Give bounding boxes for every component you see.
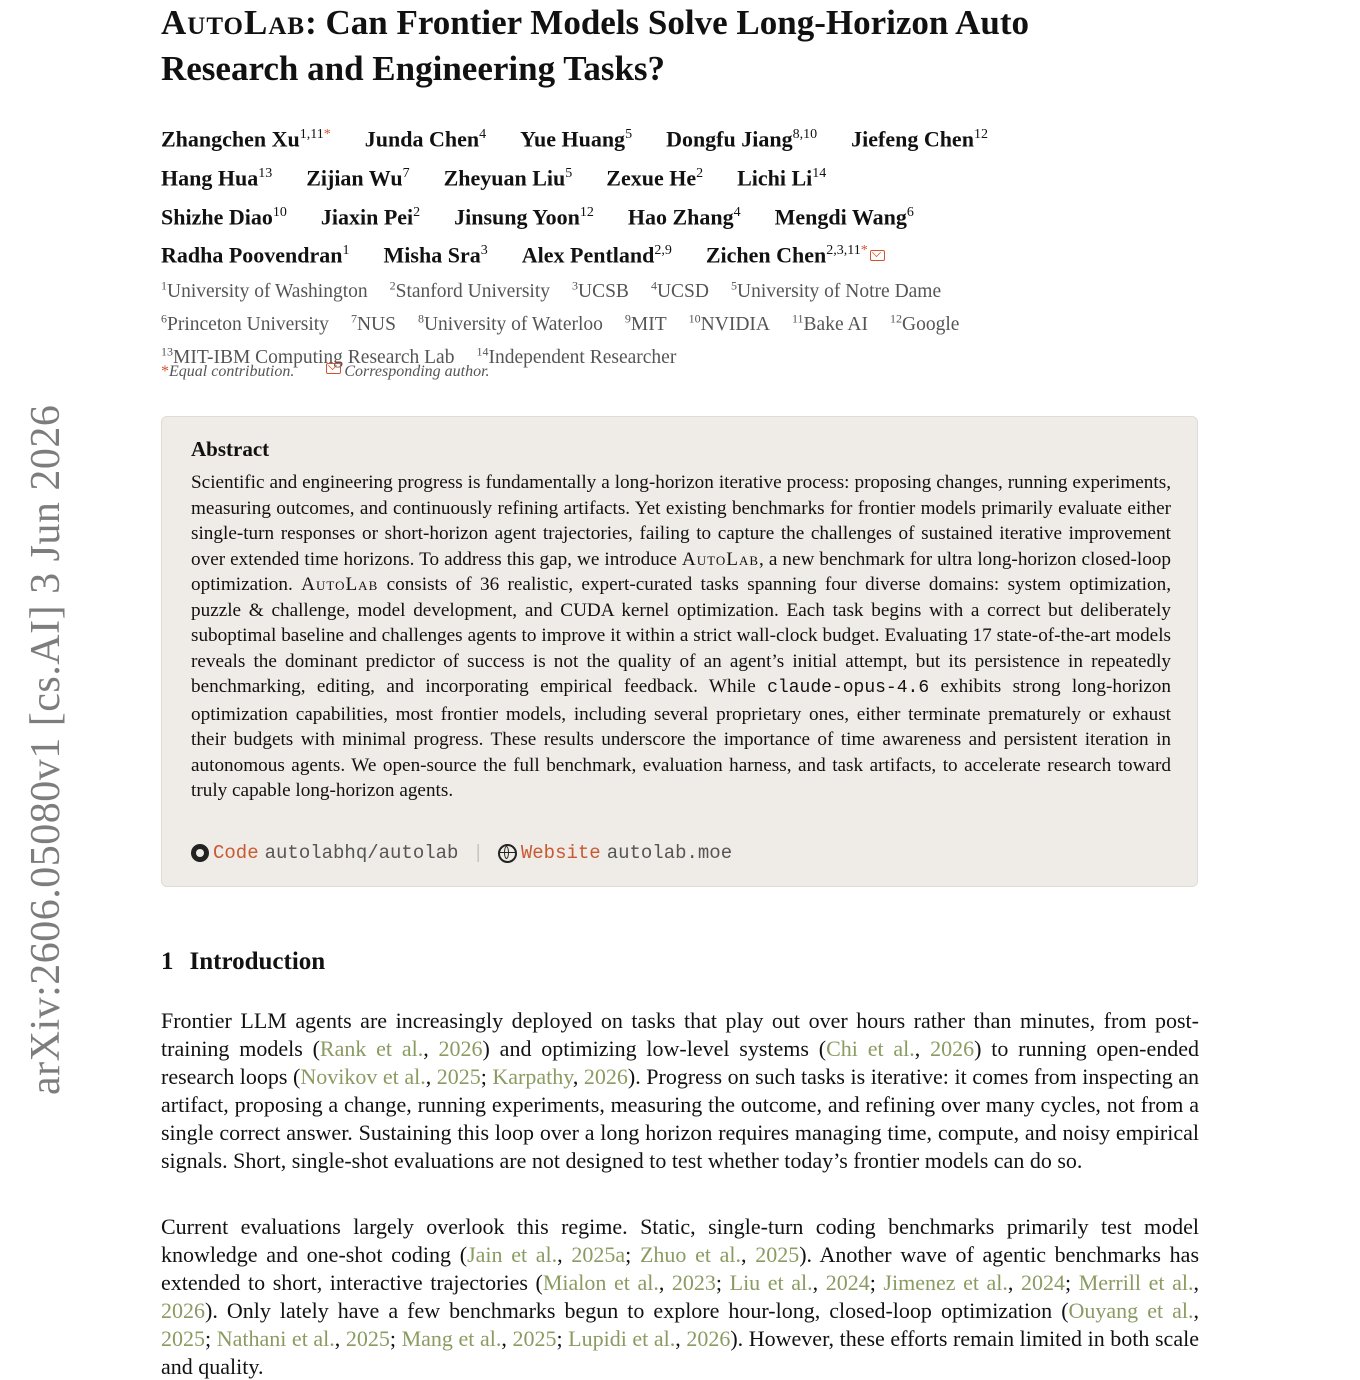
author-name: Yue Huang$^5$	[520, 126, 633, 152]
author-name: Junda Chen$^4$	[364, 126, 487, 152]
author-affiliation-index: 7	[402, 165, 410, 181]
citation-link[interactable]: 2025a	[571, 1241, 626, 1267]
author-name: Zijian Wu$^7$	[306, 165, 410, 191]
citation-link[interactable]: 2026	[438, 1035, 483, 1061]
citation-link[interactable]: 2025	[755, 1241, 800, 1267]
section-heading	[161, 948, 325, 976]
affiliation: $^{14}$Independent Researcher	[476, 344, 677, 368]
author-notes	[161, 363, 490, 381]
equal-contribution-note: Equal contribution.	[169, 363, 295, 380]
author-name: Dongfu Jiang$^{8,10}$	[666, 126, 818, 152]
section-title: Introduction	[189, 948, 326, 975]
citation-link[interactable]: Jain et al.	[467, 1241, 558, 1267]
paper-title	[161, 0, 1211, 92]
citation-link[interactable]: Karpathy	[492, 1063, 573, 1089]
citation-link[interactable]: Ouyang et al.	[1068, 1297, 1194, 1323]
code-repo-link[interactable]: autolabhq/autolab	[264, 842, 459, 864]
citation-link[interactable]: 2024	[825, 1269, 870, 1295]
author-affiliation-index: 14	[812, 165, 827, 181]
website-url-link[interactable]: autolab.moe	[606, 842, 733, 864]
intro-paragraph-1: Frontier LLM agents are increasingly deployed on tasks that play out over hours rather than minutes, from post-training models (Rank et al., 2026) and optimizing low-level systems (Chi et al., 2026) to running open-ended research loops (Novikov et al., 2025; Karpathy, 2026). Progress on such tasks is iterative: it comes from inspecting an artifact, proposing a change, running experiments, measuring the outcome, and refining over many cycles, not from a single correct answer. Sustaining this loop over a long horizon requires managing time, compute, and noisy empirical signals. Short, single-shot evaluations are not designed to test whether today’s frontier models can do so.	[161, 1008, 1200, 1173]
affiliation-list	[161, 272, 1201, 371]
citation-link[interactable]: 2023	[671, 1269, 716, 1295]
author-name: Lichi Li$^{14}$	[737, 165, 827, 191]
author-affiliation-index: 2,9	[654, 243, 672, 259]
citation-link[interactable]: Nathani et al.	[216, 1325, 335, 1351]
affiliation: $^7$NUS	[350, 311, 396, 335]
benchmark-name: AutoLab	[681, 548, 760, 570]
citation-link[interactable]: 2025	[161, 1325, 205, 1351]
globe-icon	[498, 844, 517, 863]
link-separator: |	[472, 842, 484, 864]
affiliation: $^6$Princeton University	[161, 311, 329, 335]
author-name: Jiaxin Pei$^2$	[320, 203, 421, 229]
author-row	[161, 234, 1201, 273]
author-affiliation-index: 2	[696, 165, 704, 181]
citation-link[interactable]: Mang et al.	[401, 1325, 502, 1351]
affiliation: $^5$University of Notre Dame	[730, 278, 942, 302]
citation-link[interactable]: 2024	[1021, 1269, 1066, 1295]
author-row	[161, 118, 1201, 157]
mail-icon	[326, 363, 341, 374]
citation-link[interactable]: Merrill et al.	[1078, 1269, 1194, 1295]
author-affiliation-index: 5	[565, 165, 573, 181]
author-name: Shizhe Diao$^{10}$	[161, 203, 287, 229]
author-name: Zheyuan Liu$^5$	[443, 165, 573, 191]
citation-link[interactable]: Liu et al.	[729, 1269, 813, 1295]
author-name: Hang Hua$^{13}$	[161, 165, 273, 191]
citation-link[interactable]: 2025	[512, 1325, 557, 1351]
author-affiliation-index: 10	[272, 204, 287, 220]
affiliation: $^3$UCSB	[572, 278, 629, 302]
author-affiliation-index: 6	[906, 204, 914, 220]
author-name: Radha Poovendran$^1$	[161, 242, 350, 268]
author-name: Hao Zhang$^4$	[627, 203, 741, 229]
author-name: Zhangchen $Xu^{1,11*}$	[161, 126, 331, 152]
author-affiliation-index: 2,3,11*	[826, 243, 868, 259]
citation-link[interactable]: 2025	[436, 1063, 481, 1089]
abstract-box	[161, 416, 1198, 887]
author-list	[161, 118, 1201, 273]
author-row	[161, 157, 1201, 196]
author-affiliation-index: 13	[258, 165, 273, 181]
citation-link[interactable]: Chi et al.	[826, 1035, 915, 1061]
author-name: Jiefeng Chen$^{12}$	[851, 126, 988, 152]
title-benchmark-name: AutoLab	[161, 3, 306, 42]
citation-link[interactable]: 2025	[345, 1325, 390, 1351]
author-affiliation-index: 12	[973, 127, 988, 142]
title-line-1: : Can Frontier Models Solve Long-Horizon Auto	[305, 3, 1030, 42]
citation-link[interactable]: Zhuo et al.	[639, 1241, 742, 1267]
corresponding-author-note: Corresponding author.	[344, 363, 490, 380]
affiliation-row	[161, 305, 1201, 338]
author-affiliation-index: 2	[413, 204, 421, 220]
citation-link[interactable]: 2026	[161, 1297, 205, 1323]
abstract-text: Scientific and engineering progress is fundamentally a long-horizon iterative process: proposing changes, running experiments, measuring outcomes, and continuously refining artifacts. Yet existing benchmarks for frontier models primarily evaluate either single-turn responses or short-horizon agent trajectories, failing to capture the challenges of sustained iterative improvement over extended time horizons. To address this gap, we introduce AutoLab, a new benchmark for ultra long-horizon closed-loop optimization. AutoLab consists of 36 realistic, expert-curated tasks spanning four diverse domains: system optimization, puzzle & challenge, model development, and CUDA kernel optimization. Each task begins with a correct but deliberately suboptimal baseline and challenges agents to improve it within a strict wall-clock budget. Evaluating 17 state-of-the-art models reveals the dominant predictor of success is not the quality of an agent’s initial attempt, but its persistence in repeatedly benchmarking, editing, and incorporating empirical feedback. While claude-opus-4.6 exhibits strong long-horizon optimization capabilities, most frontier models, including several proprietary ones, either terminate prematurely or exhaust their budgets with minimal progress. These results underscore the importance of time awareness and persistent iteration in autonomous agents. We open-source the full benchmark, evaluation harness, and task artifacts, to accelerate research toward truly capable long-horizon agents.	[191, 472, 1171, 801]
author-name: Misha Sra$^3$	[383, 242, 488, 268]
abstract-heading: Abstract	[191, 437, 270, 461]
code-link[interactable]: Code	[213, 842, 259, 864]
author-name: Jinsung Yoon$^{12}$	[454, 203, 594, 229]
citation-link[interactable]: 2026	[583, 1063, 628, 1089]
equal-contribution-mark: *	[161, 363, 169, 380]
affiliation: $^9$MIT	[624, 311, 667, 335]
author-affiliation-index: 3	[480, 243, 488, 259]
author-affiliation-index: 1,11*	[299, 127, 331, 142]
citation-link[interactable]: Lupidi et al.	[568, 1325, 676, 1351]
author-name: Zexue He$^2$	[606, 165, 704, 191]
author-name: Zichen Chen$^{2,3,11*}$	[706, 234, 885, 273]
affiliation: $^{10}$NVIDIA	[688, 311, 770, 335]
model-name-code: claude-opus-4.6	[767, 678, 930, 698]
website-link[interactable]: Website	[520, 842, 601, 864]
affiliation: $^{11}$Bake AI	[791, 311, 868, 335]
author-row	[161, 196, 1201, 235]
mail-icon	[870, 250, 885, 261]
author-affiliation-index: 5	[625, 127, 633, 142]
section-number: 1	[161, 948, 174, 975]
author-affiliation-index: 4	[479, 127, 487, 142]
arxiv-identifier: arXiv:2606.05080v1 [cs.AI] 3 Jun 2026	[23, 404, 69, 1095]
author-name: Alex Pentland$^{2,9}$	[521, 242, 672, 268]
citation-link[interactable]: Mialon et al.	[542, 1269, 659, 1295]
affiliation: $^1$University of Washington	[161, 278, 368, 302]
author-name: Mengdi Wang$^6$	[774, 203, 914, 229]
intro-paragraph-2: Current evaluations largely overlook this regime. Static, single-turn coding benchmarks primarily test model knowledge and one-shot coding (Jain et al., 2025a; Zhuo et al., 2025). Another wave of agentic benchmarks has extended to short, interactive trajectories (Mialon et al., 2023; Liu et al., 2024; Jimenez et al., 2024; Merrill et al., 2026). Only lately have a few benchmarks begun to explore hour-long, closed-loop optimization (Ouyang et al., 2025; Nathani et al., 2025; Mang et al., 2025; Lupidi et al., 2026). However, these efforts remain limited in both scale and quality.	[161, 1214, 1200, 1379]
affiliation: $^4$UCSD	[650, 278, 709, 302]
affiliation: $^8$University of Waterloo	[417, 311, 603, 335]
author-affiliation-index: 12	[579, 204, 594, 220]
affiliation: $^2$Stanford University	[389, 278, 550, 302]
citation-link[interactable]: 2026	[930, 1035, 975, 1061]
citation-link[interactable]: Jimenez et al.	[883, 1269, 1008, 1295]
citation-link[interactable]: 2026	[686, 1325, 731, 1351]
affiliation: $^{13}$MIT-IBM Computing Research Lab	[161, 344, 455, 368]
affiliation-row	[161, 272, 1201, 305]
author-affiliation-index: 8,10	[792, 127, 818, 142]
citation-link[interactable]: Novikov et al.	[300, 1063, 426, 1089]
author-affiliation-index: 4	[733, 204, 741, 220]
citation-link[interactable]: Rank et al.	[319, 1035, 424, 1061]
github-icon	[191, 844, 209, 862]
author-affiliation-index: 1	[342, 243, 350, 259]
benchmark-name: AutoLab	[301, 574, 379, 595]
affiliation: $^{12}$Google	[890, 311, 960, 335]
title-line-2: Research and Engineering Tasks?	[161, 49, 666, 88]
resource-links	[191, 842, 732, 864]
